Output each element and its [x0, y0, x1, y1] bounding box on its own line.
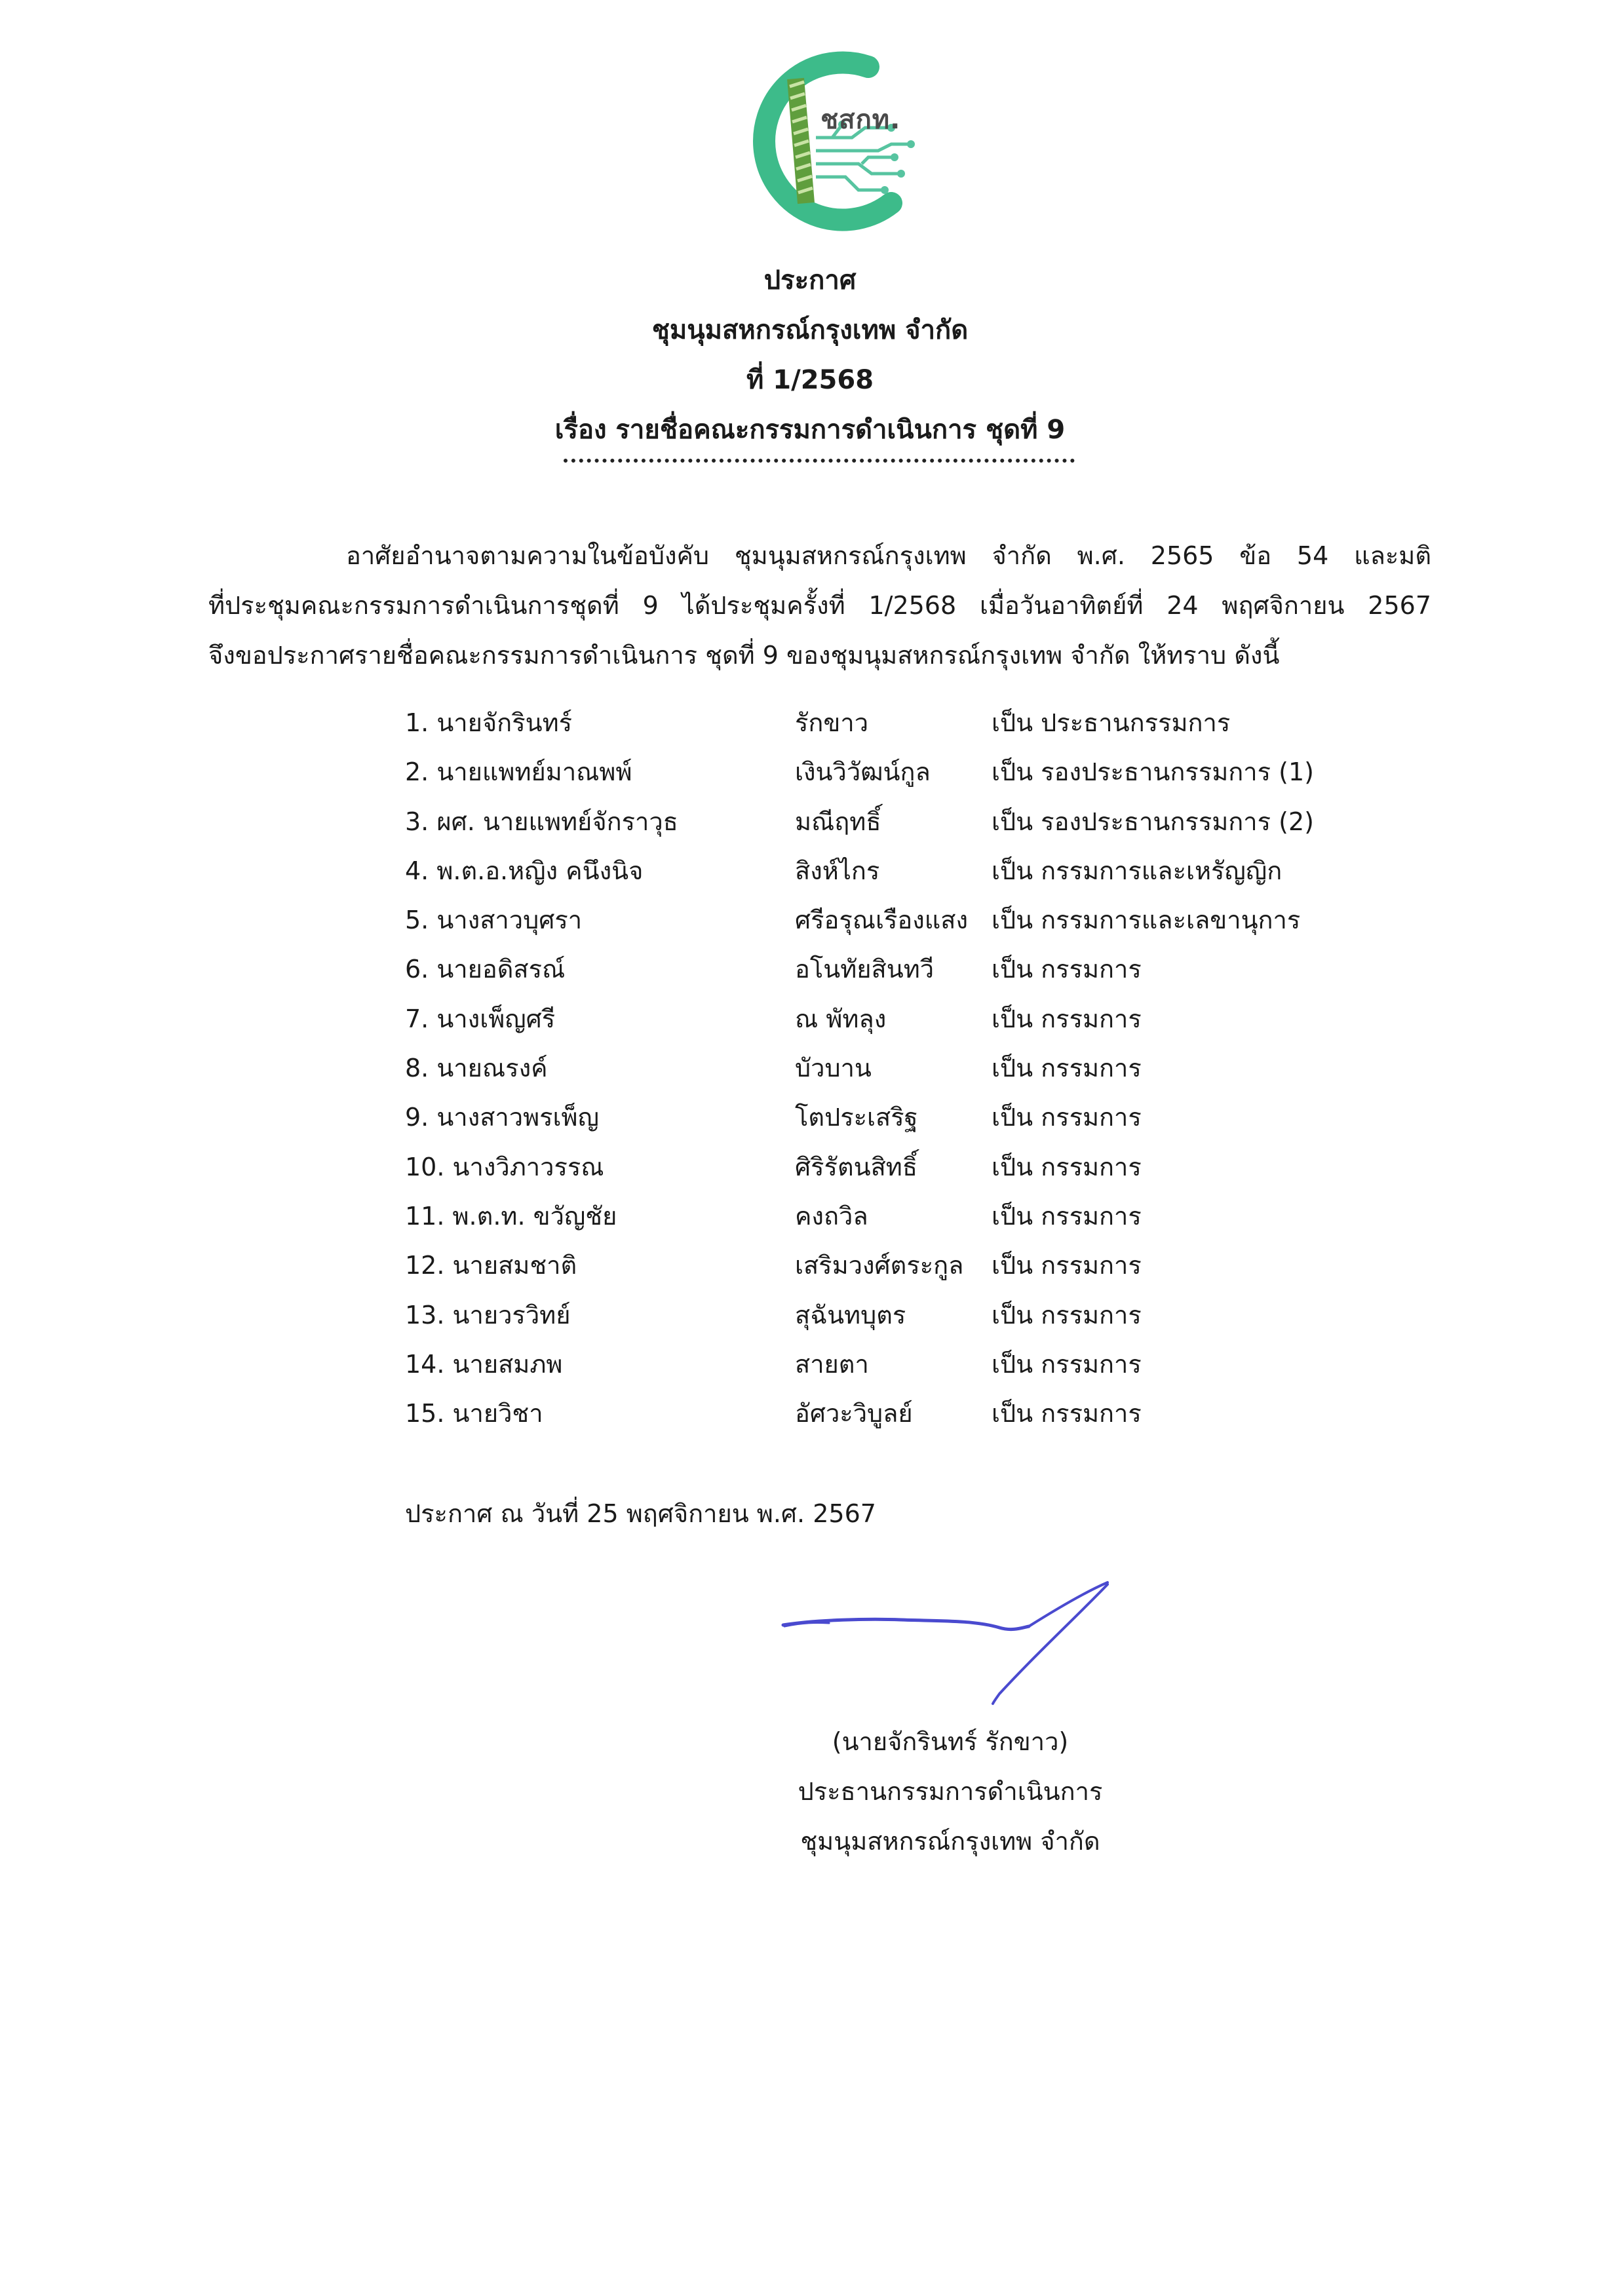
- member-surname: บัวบาน: [795, 1054, 872, 1083]
- member-role: เป็น รองประธานกรรมการ (1): [992, 757, 1314, 787]
- member-name: 14. นายสมภพ: [405, 1349, 563, 1379]
- cooperative-logo: [727, 46, 924, 242]
- member-role: เป็น รองประธานกรรมการ (2): [992, 807, 1314, 836]
- member-name: 10. นางวิภาวรรณ: [405, 1152, 604, 1181]
- logo-ring-icon: [764, 63, 891, 220]
- member-role: เป็น กรรมการ: [992, 1300, 1142, 1330]
- member-name: 8. นายณรงค์: [405, 1054, 548, 1083]
- member-role: เป็น กรรมการ: [992, 1399, 1142, 1428]
- member-name: 15. นายวิชา: [405, 1399, 543, 1428]
- member-row: [405, 896, 1388, 945]
- member-surname: สิงห์ไกร: [795, 856, 880, 885]
- member-surname: อโนทัยสินทวี: [795, 955, 935, 984]
- signature-image: [777, 1579, 1117, 1710]
- member-name: 12. นายสมชาติ: [405, 1251, 577, 1280]
- logo-text: ชสกท.: [820, 105, 901, 135]
- member-row: [405, 995, 1388, 1044]
- member-name: 7. นางเพ็ญศรี: [405, 1004, 556, 1033]
- member-name: 3. ผศ. นายแพทย์จักราวุธ: [405, 807, 678, 836]
- member-row: [405, 1291, 1388, 1340]
- member-row: [405, 1093, 1388, 1142]
- member-row: [405, 1044, 1388, 1093]
- member-row: [405, 1389, 1388, 1438]
- body-line: อาศัยอำนาจตามความในข้อบังคับ ชุมนุมสหกรณ์กรุงเทพ จำกัด พ.ศ. 2565 ข้อ 54 และมติ: [346, 541, 1431, 570]
- member-surname: สายตา: [795, 1349, 869, 1379]
- member-role: เป็น กรรมการและเลขานุการ: [992, 906, 1301, 935]
- member-surname: มณีฤทธิ์: [795, 807, 881, 836]
- member-surname: รักขาว: [795, 708, 869, 737]
- signer-title: ประธานกรรมการดำเนินการ: [798, 1777, 1103, 1806]
- member-row: [405, 797, 1388, 847]
- announcement-subject: เรื่อง รายชื่อคณะกรรมการดำเนินการ ชุดที่ 9: [554, 415, 1066, 445]
- member-name: 11. พ.ต.ท. ขวัญชัย: [405, 1201, 617, 1231]
- member-surname: โตประเสริฐ: [795, 1103, 918, 1132]
- member-name: 13. นายวรวิทย์: [405, 1300, 571, 1330]
- member-row: [405, 1241, 1388, 1290]
- member-surname: เงินวิวัฒน์กูล: [795, 757, 931, 787]
- member-row: [405, 698, 1388, 748]
- logo-rope-icon: [790, 79, 813, 203]
- member-name: 4. พ.ต.อ.หญิง คนึงนิจ: [405, 856, 644, 885]
- body-paragraph: [208, 531, 1431, 680]
- body-line: จึงขอประกาศรายชื่อคณะกรรมการดำเนินการ ชุดที่ 9 ของชุมนุมสหกรณ์กรุงเทพ จำกัด ให้ทราบ ดังนี้: [208, 641, 1280, 670]
- member-role: เป็น กรรมการ: [992, 1251, 1142, 1280]
- member-name: 9. นางสาวพรเพ็ญ: [405, 1103, 599, 1132]
- member-role: เป็น กรรมการ: [992, 1054, 1142, 1083]
- member-surname: ศิริรัตนสิทธิ์: [795, 1152, 918, 1181]
- member-row: [405, 945, 1388, 994]
- member-role: เป็น กรรมการ: [992, 1152, 1142, 1181]
- announcement-number: ที่ 1/2568: [746, 365, 874, 395]
- signer-name: (นายจักรินทร์ รักขาว): [832, 1727, 1069, 1756]
- member-role: เป็น กรรมการ: [992, 1201, 1142, 1231]
- member-surname: สุฉันทบุตร: [795, 1300, 906, 1330]
- signer-organization: ชุมนุมสหกรณ์กรุงเทพ จำกัด: [800, 1827, 1100, 1856]
- member-role: เป็น กรรมการ: [992, 955, 1142, 984]
- member-row: [405, 1340, 1388, 1389]
- member-name: 5. นางสาวบุศรา: [405, 906, 583, 935]
- member-row: [405, 1192, 1388, 1241]
- member-row: [405, 847, 1388, 896]
- dotted-divider: [564, 459, 1075, 468]
- member-role: เป็น กรรมการ: [992, 1103, 1142, 1132]
- member-role: เป็น กรรมการ: [992, 1349, 1142, 1379]
- member-name: 2. นายแพทย์มาณพพ์: [405, 757, 632, 787]
- member-row: [405, 748, 1388, 797]
- member-surname: ณ พัทลุง: [795, 1004, 887, 1033]
- body-line: ที่ประชุมคณะกรรมการดำเนินการชุดที่ 9 ได้ประชุมครั้งที่ 1/2568 เมื่อวันอาทิตย์ที่ 24 พฤศจิกายน 2567: [208, 591, 1431, 620]
- member-surname: คงถวิล: [795, 1201, 868, 1231]
- member-surname: เสริมวงศ์ตระกูล: [795, 1251, 964, 1280]
- committee-member-list: [405, 698, 1388, 1438]
- member-role: เป็น กรรมการและเหรัญญิก: [992, 856, 1282, 885]
- member-row: [405, 1143, 1388, 1192]
- announcement-label: ประกาศ: [763, 265, 857, 296]
- member-role: เป็น ประธานกรรมการ: [992, 708, 1231, 737]
- member-surname: อัศวะวิบูลย์: [795, 1399, 913, 1428]
- member-role: เป็น กรรมการ: [992, 1004, 1142, 1033]
- member-name: 6. นายอดิสรณ์: [405, 955, 566, 984]
- member-name: 1. นายจักรินทร์: [405, 708, 573, 737]
- member-surname: ศรีอรุณเรืองแสง: [795, 906, 969, 935]
- organization-name: ชุมนุมสหกรณ์กรุงเทพ จำกัด: [651, 315, 969, 345]
- announcement-date: ประกาศ ณ วันที่ 25 พฤศจิกายน พ.ศ. 2567: [405, 1499, 876, 1528]
